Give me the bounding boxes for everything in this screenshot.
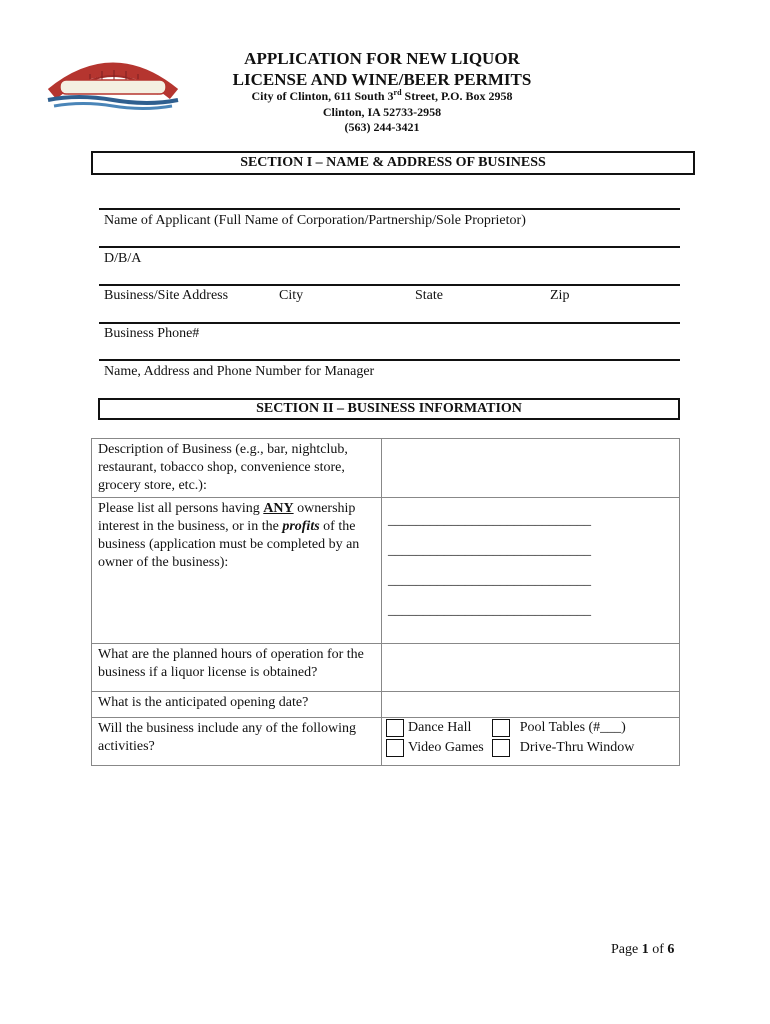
city-address: City of Clinton, 611 South 3rd Street, P.O. Box 2958 [251, 88, 513, 103]
page-number: Page 1 of 6 [611, 942, 675, 957]
activities-answer-cell [382, 718, 680, 766]
city-phone: (563) 244-3421 [344, 120, 420, 134]
dance-hall-checkbox[interactable] [386, 719, 404, 737]
pool-tables-checkbox[interactable] [492, 719, 510, 737]
business-address-label: Business/Site Address [104, 288, 229, 303]
section-2-header: SECTION II – BUSINESS INFORMATION [98, 398, 680, 420]
city-of-clinton-logo [38, 50, 188, 110]
city-address-line-2: Clinton, IA 52733-2958 [322, 105, 442, 119]
business-phone-label: Business Phone# [104, 326, 200, 341]
owner-blank-2[interactable]: _____________________________ [388, 543, 591, 558]
opening-date-answer-cell[interactable] [382, 692, 680, 718]
manager-info-line[interactable] [99, 359, 680, 361]
section-1-header: SECTION I – NAME & ADDRESS OF BUSINESS [91, 151, 695, 175]
manager-info-label: Name, Address and Phone Number for Manager [104, 364, 375, 379]
description-question: Description of Business (e.g., bar, nightclub, restaurant, tobacco shop, convenience store, grocery store, etc.): [92, 439, 382, 498]
zip-label: Zip [550, 288, 570, 303]
drive-thru-label: Drive-Thru Window [519, 740, 635, 755]
dba-line[interactable] [99, 246, 680, 248]
form-title-line-1: APPLICATION FOR NEW LIQUOR [244, 49, 520, 68]
dba-label: D/B/A [104, 251, 142, 266]
owner-blank-1[interactable]: _____________________________ [388, 513, 591, 528]
video-games-checkbox[interactable] [386, 739, 404, 757]
owner-blank-4[interactable]: _____________________________ [388, 603, 591, 618]
video-games-label: Video Games [408, 740, 484, 755]
description-answer-cell[interactable] [382, 439, 680, 498]
form-title-line-2: LICENSE AND WINE/BEER PERMITS [232, 70, 532, 89]
owners-question: Please list all persons having ANY ownership interest in the business, or in the profits of the business (application must be completed by an owner of the business): [92, 498, 382, 644]
owners-answer-cell[interactable] [382, 498, 680, 644]
applicant-name-label: Name of Applicant (Full Name of Corporation/Partnership/Sole Proprietor) [104, 213, 526, 228]
state-label: State [415, 288, 443, 303]
business-address-line[interactable] [99, 284, 680, 286]
pool-tables-label: Pool Tables (#___) [519, 720, 626, 735]
owner-blank-3[interactable]: _____________________________ [388, 573, 591, 588]
business-information-table [91, 438, 680, 766]
drive-thru-checkbox[interactable] [492, 739, 510, 757]
hours-answer-cell[interactable] [382, 644, 680, 692]
opening-date-question: What is the anticipated opening date? [92, 692, 382, 718]
activities-question: Will the business include any of the following activities? [92, 718, 382, 766]
hours-question: What are the planned hours of operation for the business if a liquor license is obtained? [92, 644, 382, 692]
city-label: City [279, 288, 304, 303]
applicant-name-line[interactable] [99, 208, 680, 210]
business-phone-line[interactable] [99, 322, 680, 324]
dance-hall-label: Dance Hall [408, 720, 472, 735]
